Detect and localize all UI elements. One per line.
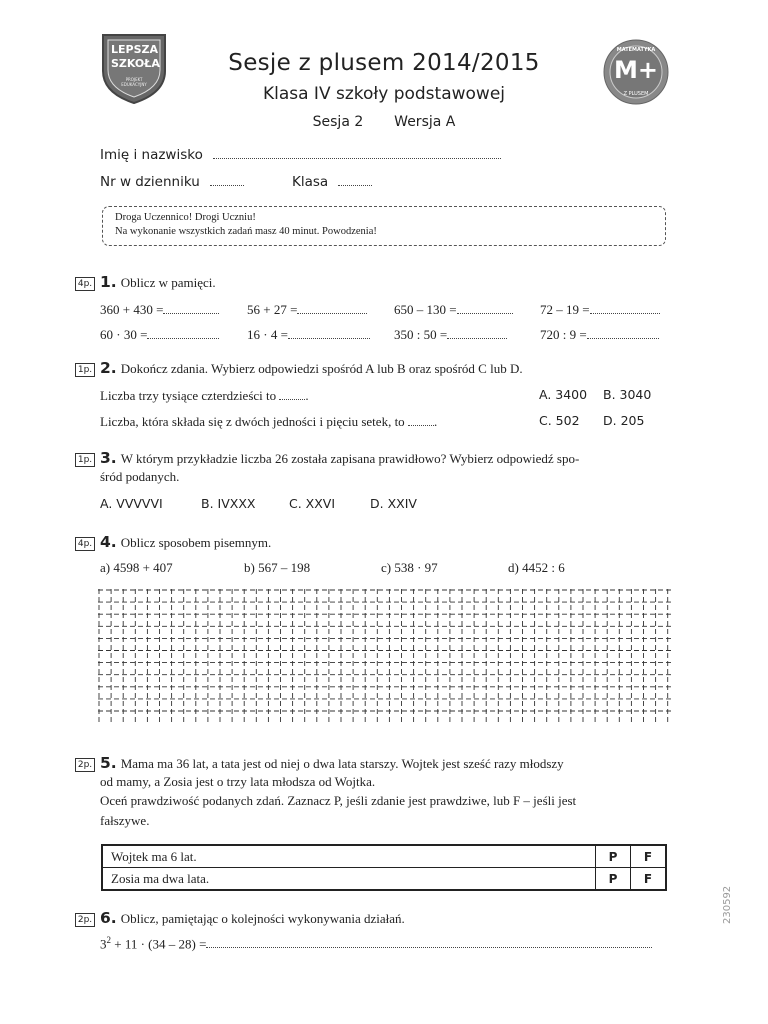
q3-number: 3. xyxy=(100,449,117,467)
name-label: Imię i nazwisko xyxy=(100,147,203,163)
q4-points: 4p. xyxy=(75,537,95,551)
q1-number: 1. xyxy=(100,273,117,291)
q1-item: 720 : 9 = xyxy=(540,326,659,343)
statement-cell: Wojtek ma 6 lat. xyxy=(102,845,596,868)
logo-left-subtext: PROJEKT EDUKACYJNY xyxy=(121,77,147,87)
q6-points: 2p. xyxy=(75,913,95,927)
q4-item: a) 4598 + 407 xyxy=(100,560,173,575)
q1-item: 72 – 19 = xyxy=(540,301,660,318)
q1-item: 350 : 50 = xyxy=(394,326,507,343)
q1-item: 60 · 30 = xyxy=(100,326,219,343)
q4-text: Oblicz sposobem pisemnym. xyxy=(120,535,272,550)
q2-option-a[interactable]: A. 3400 xyxy=(539,387,588,402)
table-row xyxy=(102,868,666,891)
q6-expression: $3^2 + 11 \cdot (34 - 28)$ = xyxy=(100,935,652,952)
q3-option[interactable]: B. IVXXX xyxy=(201,496,256,511)
q2-text: Dokończ zdania. Wybierz odpowiedzi spośród A lub B oraz spośród C lub D. xyxy=(120,361,523,376)
q1-item: 650 – 130 = xyxy=(394,301,513,318)
working-grid[interactable] xyxy=(98,589,672,722)
page-subtitle: Klasa IV szkoły podstawowej xyxy=(262,84,506,104)
journal-number-field xyxy=(100,173,244,190)
q3-heading xyxy=(100,449,670,468)
q4-item: d) 4452 : 6 xyxy=(508,560,565,575)
true-false-table xyxy=(101,844,667,891)
class-field xyxy=(292,173,372,190)
q4-number: 4. xyxy=(100,533,117,551)
q6-answer-blank[interactable] xyxy=(206,935,652,948)
instructions-time: Na wykonanie wszystkich zadań masz 40 minut. Powodzenia! xyxy=(115,226,377,237)
instructions-greeting: Droga Uczennico! Drogi Uczniu! xyxy=(115,212,256,223)
q5-heading xyxy=(100,754,670,773)
page-title: Sesje z plusem 2014/2015 xyxy=(228,50,540,76)
session-line xyxy=(0,114,768,130)
q5-text-line4: fałszywe. xyxy=(100,813,150,828)
q5-text-line1: Mama ma 36 lat, a tata jest od niej o dwa lata starszy. Wojtek jest sześć razy młodszy xyxy=(120,756,564,771)
q1-item: 360 + 430 = xyxy=(100,301,219,318)
true-option[interactable]: P xyxy=(596,868,631,891)
q3-points: 1p. xyxy=(75,453,95,467)
q6-number: 6. xyxy=(100,909,117,927)
q5-text-line3: Oceń prawdziwość podanych zdań. Zaznacz P, jeśli zdanie jest prawdziwe, lub F – jeśli jest xyxy=(100,793,577,808)
session-label: Sesja 2 xyxy=(312,114,364,130)
q1-item: 16 · 4 = xyxy=(247,326,370,343)
q4-item: b) 567 – 198 xyxy=(244,560,311,575)
true-option[interactable]: P xyxy=(596,845,631,868)
false-option[interactable]: F xyxy=(631,868,667,891)
q3-text-line2: śród podanych. xyxy=(100,469,180,484)
q2-option-b[interactable]: B. 3040 xyxy=(603,387,652,402)
name-blank[interactable] xyxy=(213,146,501,159)
q6-heading xyxy=(100,909,405,928)
q1-text: Oblicz w pamięci. xyxy=(120,275,216,290)
q4-item: c) 538 · 97 xyxy=(381,560,438,575)
journal-number-blank[interactable] xyxy=(210,173,244,186)
q4-heading xyxy=(100,533,271,552)
q5-number: 5. xyxy=(100,754,117,772)
q2-heading xyxy=(100,359,523,378)
q2-sentence-2: Liczba, która składa się z dwóch jedności i pięciu setek, to . xyxy=(100,414,438,429)
q1-points: 4p. xyxy=(75,277,95,291)
q2-sentence-1: Liczba trzy tysiące czterdzieści to . xyxy=(100,388,309,403)
logo-right-text: MATEMATYKA xyxy=(616,47,656,53)
matematyka-z-plusem-logo xyxy=(603,39,669,105)
q1-item: 56 + 27 = xyxy=(247,301,367,318)
q3-option[interactable]: C. XXVI xyxy=(289,496,336,511)
q2-option-c[interactable]: C. 502 xyxy=(539,413,580,428)
false-option[interactable]: F xyxy=(631,845,667,868)
q3-option[interactable]: D. XXIV xyxy=(370,496,417,511)
q2-option-d[interactable]: D. 205 xyxy=(603,413,645,428)
logo-right-subtext: Z PLUSEM xyxy=(623,91,649,97)
logo-right-mark: M+ xyxy=(614,56,658,84)
class-blank[interactable] xyxy=(338,173,372,186)
q3-option[interactable]: A. VVVVVI xyxy=(100,496,163,511)
statement-cell: Zosia ma dwa lata. xyxy=(102,868,596,891)
q5-points: 2p. xyxy=(75,758,95,772)
q5-text-line2: od mamy, a Zosia jest o trzy lata młodsza od Wojtka. xyxy=(100,774,376,789)
q6-text: Oblicz, pamiętając o kolejności wykonywania działań. xyxy=(120,911,405,926)
version-label: Wersja A xyxy=(394,114,456,130)
name-field xyxy=(100,146,501,163)
journal-number-label: Nr w dzienniku xyxy=(100,174,200,190)
q3-text-line1: W którym przykładzie liczba 26 została zapisana prawidłowo? Wybierz odpowiedź spo- xyxy=(120,451,580,466)
q2-points: 1p. xyxy=(75,363,95,377)
q1-heading xyxy=(100,273,216,292)
class-label: Klasa xyxy=(292,174,329,190)
q2-number: 2. xyxy=(100,359,117,377)
table-row xyxy=(102,845,666,868)
document-code: 230592 xyxy=(722,885,733,924)
instructions-box xyxy=(102,206,666,246)
logo-left-text: LEPSZA SZKOŁA xyxy=(111,43,160,70)
